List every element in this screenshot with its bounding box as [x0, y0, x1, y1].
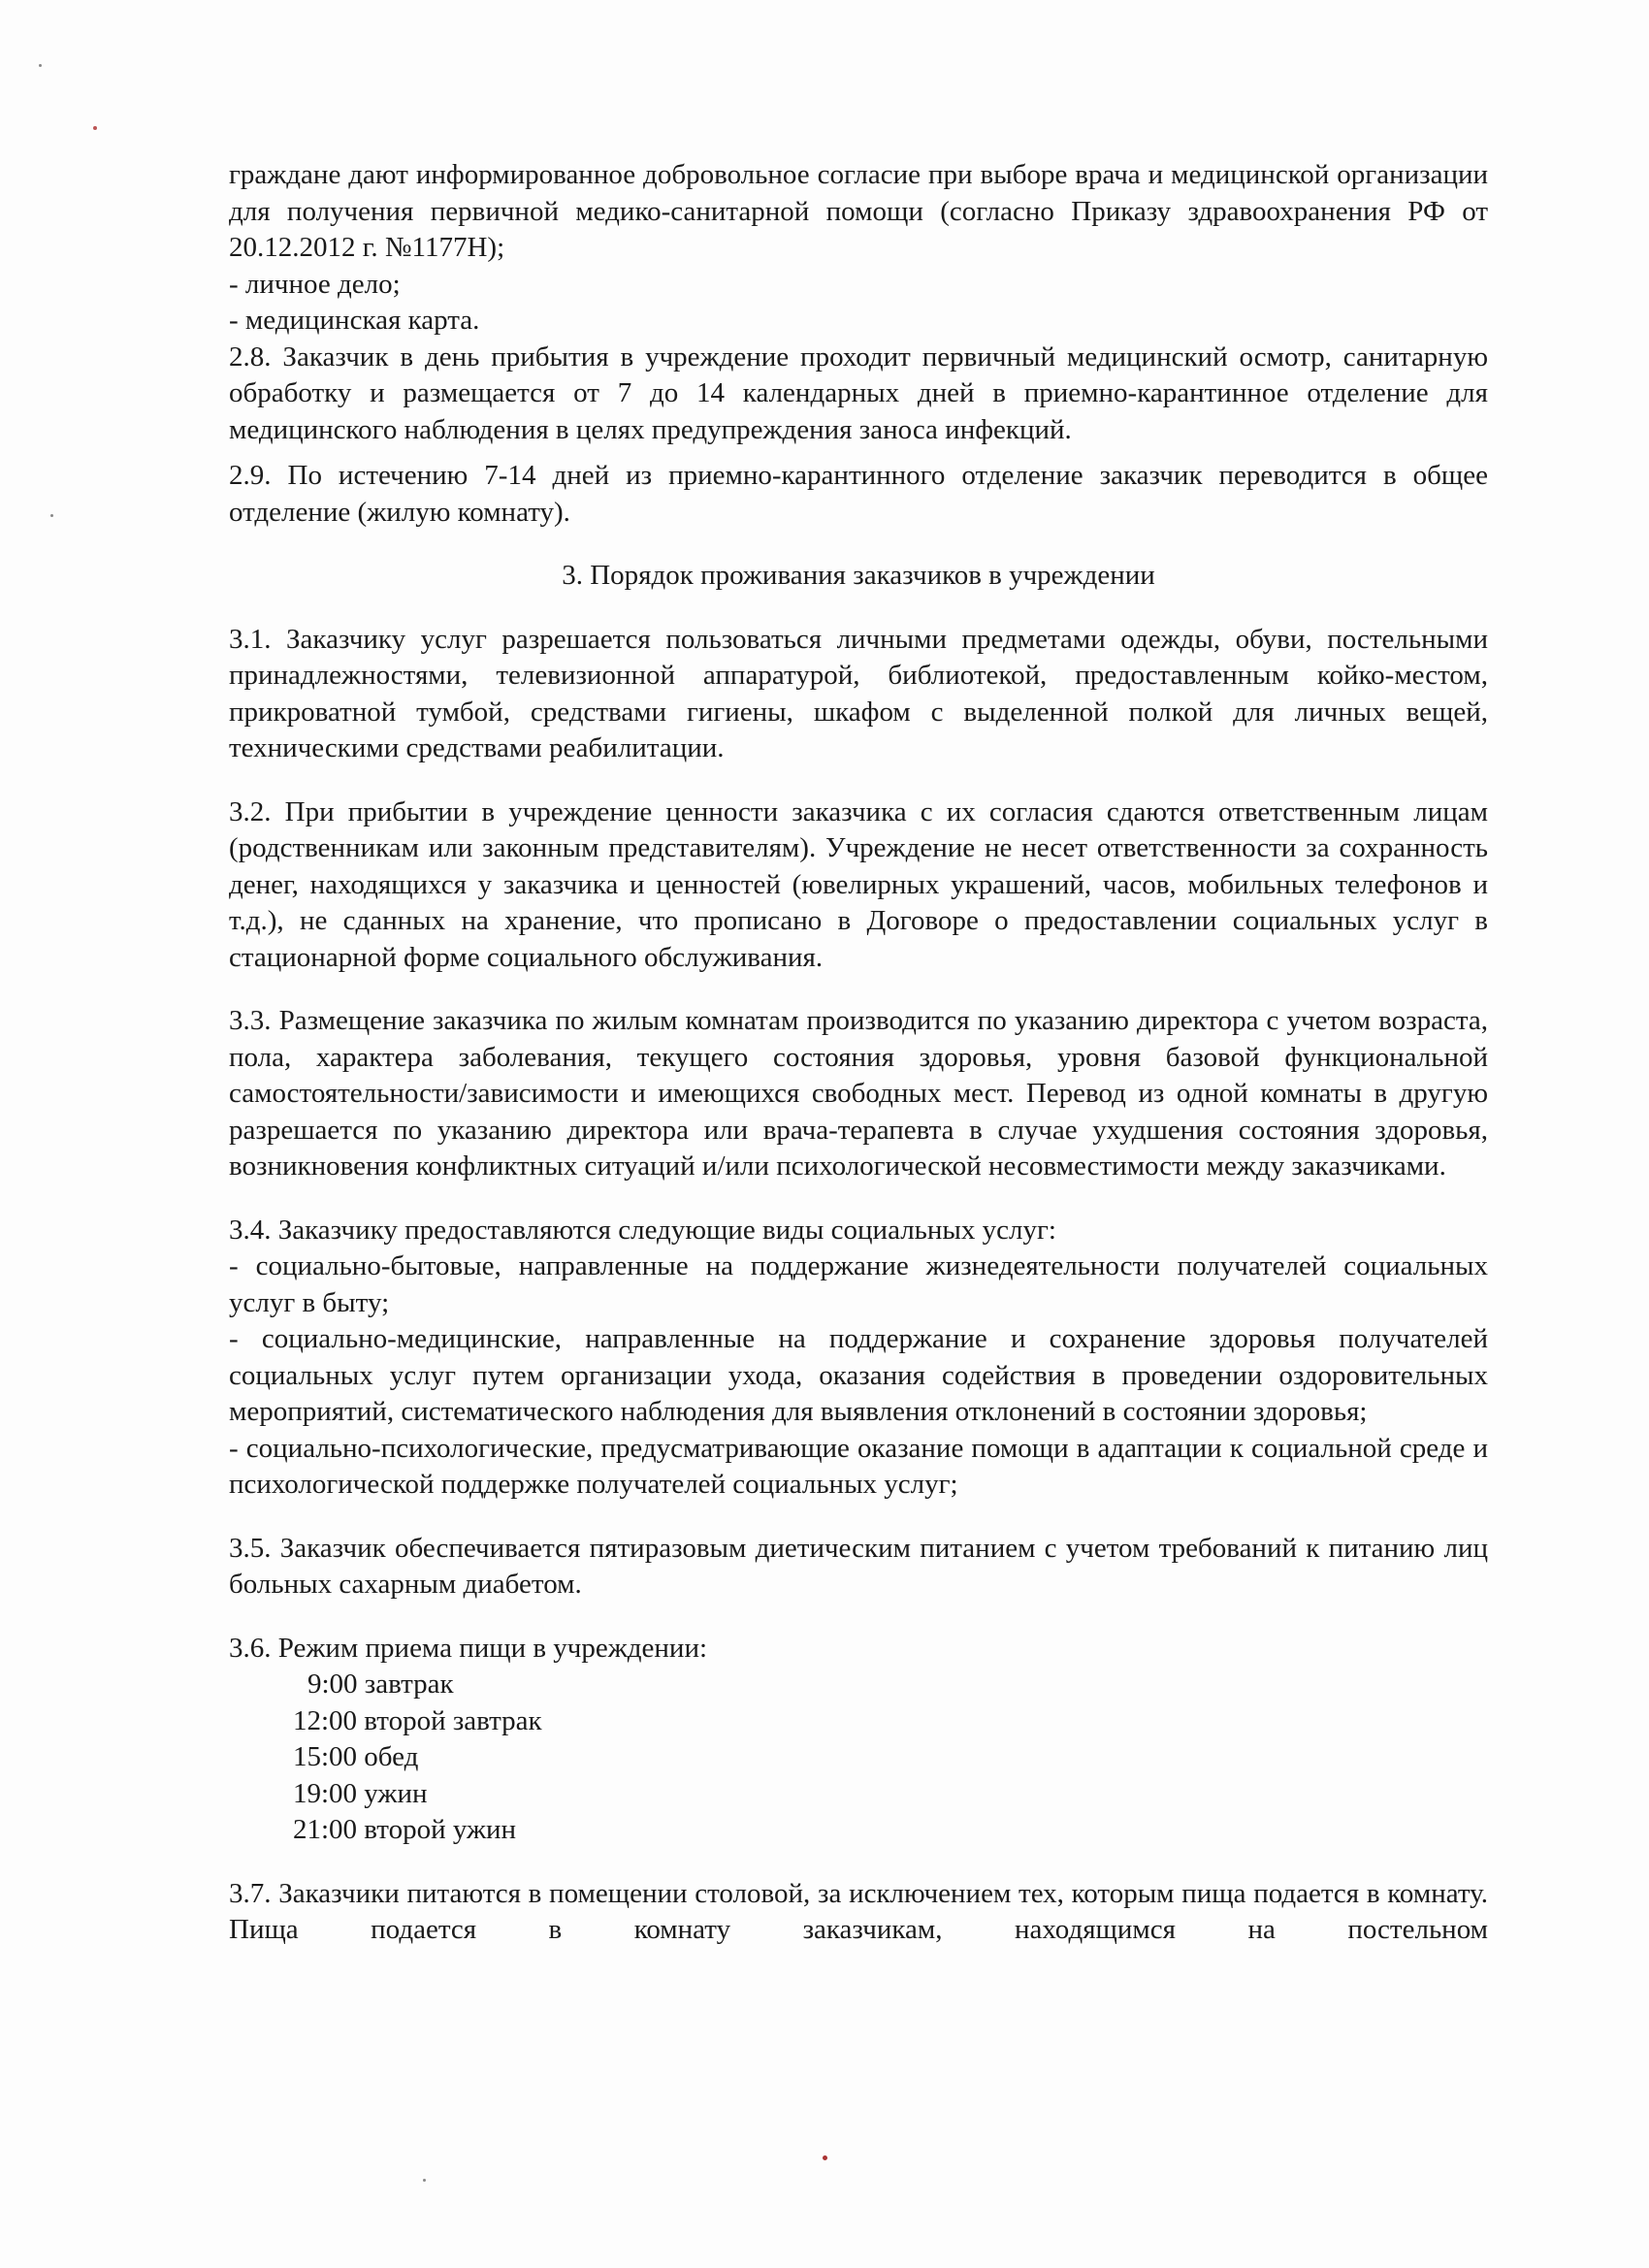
- clause-3-1: 3.1. Заказчику услуг разрешается пользоваться личными предметами одежды, обуви, постельными принадлежностями, телевизионной аппаратурой, библиотекой, предоставленным койко-местом, прикроватной тумбой, средствами гигиены, шкафом с выделенной полкой для личных вещей, техническими средствами реабилитации.: [229, 623, 1488, 763]
- service-item-psychological: - социально-психологические, предусматривающие оказание помощи в адаптации к социальной среде и психологической поддержке получателей социальных услуг;: [229, 1432, 1488, 1500]
- list-item-medical-card: - медицинская карта.: [229, 305, 480, 336]
- clause-3-6-intro: 3.6. Режим приема пищи в учреждении:: [229, 1632, 708, 1664]
- service-item-household: - социально-бытовые, направленные на поддержание жизнедеятельности получателей социальных услуг в быту;: [229, 1250, 1488, 1318]
- meal-breakfast: 9:00 завтрак: [307, 1669, 454, 1700]
- intro-text: граждане дают информированное добровольное согласие при выборе врача и медицинской организации для получения первичной медико-санитарной помощи: [229, 159, 1488, 227]
- meal-schedule: [229, 1667, 1488, 1849]
- intro-paragraph: [229, 157, 1488, 267]
- scan-speck: [39, 64, 42, 67]
- clause-3-7: 3.7. Заказчики питаются в помещении столовой, за исключением тех, которым пища подается в комнату. Пища подается в комнату заказчикам, находящимся на постельном: [229, 1877, 1488, 1945]
- meal-lunch: 15:00 обед: [293, 1741, 419, 1772]
- clause-3-5: 3.5. Заказчик обеспечивается пятиразовым диетическим питанием с учетом требований к питанию лиц больных сахарным диабетом.: [229, 1532, 1488, 1600]
- service-item-medical: - социально-медицинские, направленные на поддержание и сохранение здоровья получателей социальных услуг путем организации ухода, оказания содействия в проведении оздоровительных мероприятий, систематического наблюдения для выявления отклонений в состоянии здоровья;: [229, 1323, 1488, 1427]
- intro-reference: (согласно Приказу здравоохранения РФ от 20.12.2012 г. №1177Н);: [229, 195, 1489, 263]
- meal-second-breakfast: 12:00 второй завтрак: [293, 1704, 542, 1736]
- document-body: [229, 157, 1488, 1949]
- clause-3-4-intro: 3.4. Заказчику предоставляются следующие виды социальных услуг:: [229, 1214, 1056, 1246]
- clause-2-8: 2.8. Заказчик в день прибытия в учреждение проходит первичный медицинский осмотр, санитарную обработку и размещается от 7 до 14 календарных дней в приемно-карантинное отделение для медицинского наблюдения в целях предупреждения заноса инфекций.: [229, 340, 1488, 445]
- list-item-personal-file: - личное дело;: [229, 268, 401, 300]
- scan-speck: [823, 2155, 827, 2160]
- clause-3-2: 3.2. При прибытии в учреждение ценности заказчика с их согласия сдаются ответственным лицам (родственникам или законным представителям). Учреждение не несет ответственности за сохранность денег, находящихся у заказчика и ценностей (ювелирных украшений, часов, мобильных телефонов и т.д.), не сданных на хранение, что прописано в Договоре о предоставлении социальных услуг в стационарной форме социального обслуживания.: [229, 795, 1488, 973]
- clause-3-3: 3.3. Размещение заказчика по жилым комнатам производится по указанию директора с учетом возраста, пола, характера заболевания, текущего состояния здоровья, уровня базовой функциональной самостоятельности/зависимости и имеющихся свободных мест. Перевод из одной комнаты в другую разрешается по указанию директора или врача-терапевта в случае ухудшения состояния здоровья, возникновения конфликтных ситуаций и/или психологической несовместимости между заказчиками.: [229, 1005, 1488, 1182]
- clause-2-9: 2.9. По истечению 7-14 дней из приемно-карантинного отделение заказчик переводится в общее отделение (жилую комнату).: [229, 460, 1488, 528]
- scan-speck: [93, 126, 97, 130]
- meal-dinner: 19:00 ужин: [293, 1777, 428, 1809]
- section-3-title: 3. Порядок проживания заказчиков в учреждении: [562, 560, 1155, 591]
- meal-second-dinner: 21:00 второй ужин: [293, 1814, 517, 1845]
- scan-speck: [50, 514, 53, 517]
- scan-speck: [423, 2179, 426, 2182]
